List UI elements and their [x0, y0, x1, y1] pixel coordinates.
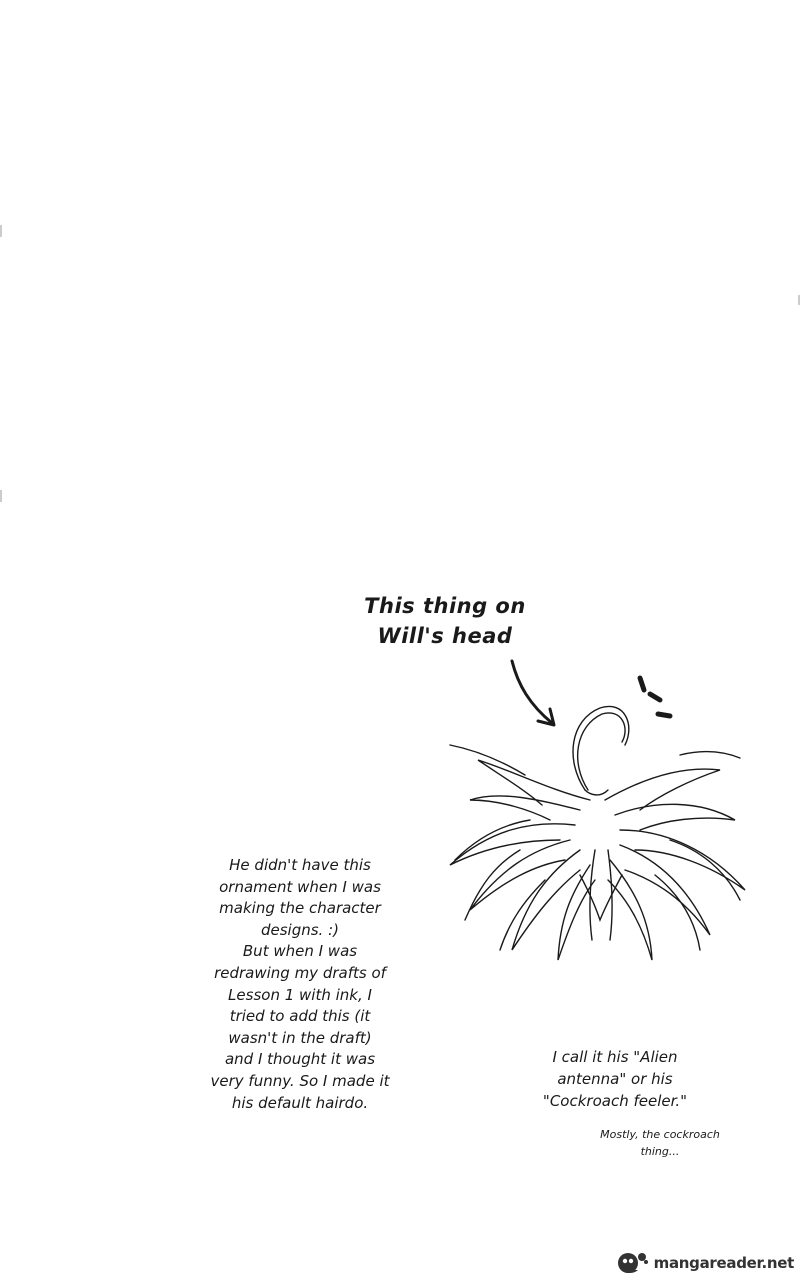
antenna-hair-drawing: [430, 650, 760, 980]
callout-label: This thing on Will's head: [364, 594, 526, 648]
left-edge-mark: [0, 490, 2, 502]
main-note: He didn't have this ornament when I was making the character designs. :) But when I was redrawing my drafts of Lesson 1 with ink, I tried to add this (it wasn't in the draft) and I thought it was very funny. So I made it his default hairdo.: [210, 856, 390, 1112]
watermark[interactable]: [616, 1249, 794, 1277]
cockroach-side-note: Mostly, the cockroach thing...: [600, 1128, 720, 1158]
alien-antenna-note: I call it his "Alien antenna" or his "Cockroach feeler.": [542, 1048, 688, 1110]
watermark-text: mangareader.net: [653, 1254, 794, 1272]
manga-reader-logo-icon: [616, 1250, 650, 1276]
left-edge-mark: [0, 225, 2, 237]
